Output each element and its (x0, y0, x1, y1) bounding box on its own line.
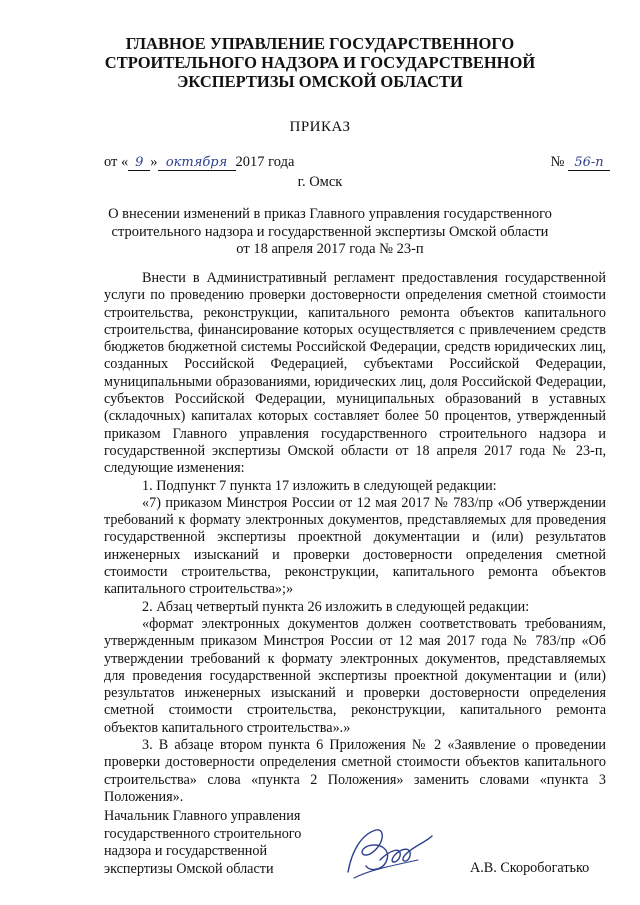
order-subject (90, 206, 570, 259)
signatory-name: А.В. Скоробогатько (470, 860, 590, 876)
body-paragraph: 3. В абзаце втором пункта 6 Приложения № 2 «Заявление о проведении проверки достоверности определения сметной стоимости объектов капитального строительства» слова «пункта 2 Положения» заменить словами «пункта 3 Положения». (104, 737, 606, 805)
signatory-title-line: Начальник Главного управления (104, 808, 301, 824)
issuer-line: СТРОИТЕЛЬНОГО НАДЗОРА И ГОСУДАРСТВЕННОЙ (104, 53, 536, 72)
order-body (104, 270, 606, 806)
city: г. Омск (297, 174, 343, 190)
order-date-number-line (104, 154, 610, 174)
date-mid: » (150, 154, 158, 170)
number-prefix: № (550, 154, 565, 170)
signatory-title-line: государственного строительного (104, 825, 302, 842)
body-paragraph: Внести в Административный регламент предоставления государственной услуги по проведению проверки достоверности определения сметной стоимости строительства, реконструкции, капитального ремонта объектов капитального строительства, финансирование которых осуществляется с привлечением средств бюджетов бюджетной системы Российской Федерации, средств юридических лиц, созданных Российской Федерацией, субъектами Российской Федерации, муниципальными образованиями, юридических лиц, доля Российской Федерации, субъектов Российской Федерации, муниципальных образований в уставных (складочных) капиталах которых составляет более 50 процентов, утвержденный приказом Главного управления государственного строительного надзора и государственной экспертизы Омской области от 18 апреля 2017 года № 23-п, следующие изменения: (104, 270, 606, 477)
body-paragraph: «7) приказом Минстроя России от 12 мая 2017 № 783/пр «Об утверждении требований к формату электронных документов, представляемых для проведения государственной экспертизы проектной документации и (или) результатов инженерных изысканий и проверки достоверности определения сметной стоимости строительства, реконструкции, капитального ремонта объектов капитального строительства»;» (104, 494, 606, 598)
issuer-line: ЭКСПЕРТИЗЫ ОМСКОЙ ОБЛАСТИ (177, 72, 463, 91)
handwritten-month: октября (158, 155, 236, 171)
handwritten-signature (340, 820, 440, 885)
signatory-title-line: надзора и государственной (104, 843, 268, 859)
signatory-title (104, 808, 344, 878)
handwritten-day: 9 (128, 155, 150, 171)
subject-line: строительного надзора и государственной экспертизы Омской области (111, 223, 549, 240)
subject-line: от 18 апреля 2017 года № 23-п (236, 241, 424, 257)
body-paragraph: 1. Подпункт 7 пункта 17 изложить в следующей редакции: (142, 477, 497, 494)
order-number (551, 154, 610, 171)
subject-line: О внесении изменений в приказ Главного управления государственного (108, 206, 552, 222)
document-type-title: ПРИКАЗ (289, 119, 351, 135)
date-suffix: 2017 года (235, 154, 295, 170)
issuer-header (60, 34, 580, 91)
body-paragraph: «формат электронных документов должен соответствовать требованиям, утвержденным приказом Минстроя России от 12 мая 2017 года № 783/пр «Об утверждении требований к формату электронных документов, представляемых для проведения государственной экспертизы проектной документации и (или) результатов инженерных изысканий и проверки достоверности определения сметной стоимости строительства, реконструкции, капитального ремонта объектов капитального строительства».» (104, 615, 606, 736)
order-date (104, 154, 294, 171)
handwritten-number: 56-п (568, 155, 610, 171)
body-paragraph: 2. Абзац четвертый пункта 26 изложить в следующей редакции: (142, 598, 530, 615)
signatory-title-line: экспертизы Омской области (104, 860, 274, 877)
issuer-line: ГЛАВНОЕ УПРАВЛЕНИЕ ГОСУДАРСТВЕННОГО (125, 34, 515, 53)
date-prefix: от « (104, 154, 129, 170)
